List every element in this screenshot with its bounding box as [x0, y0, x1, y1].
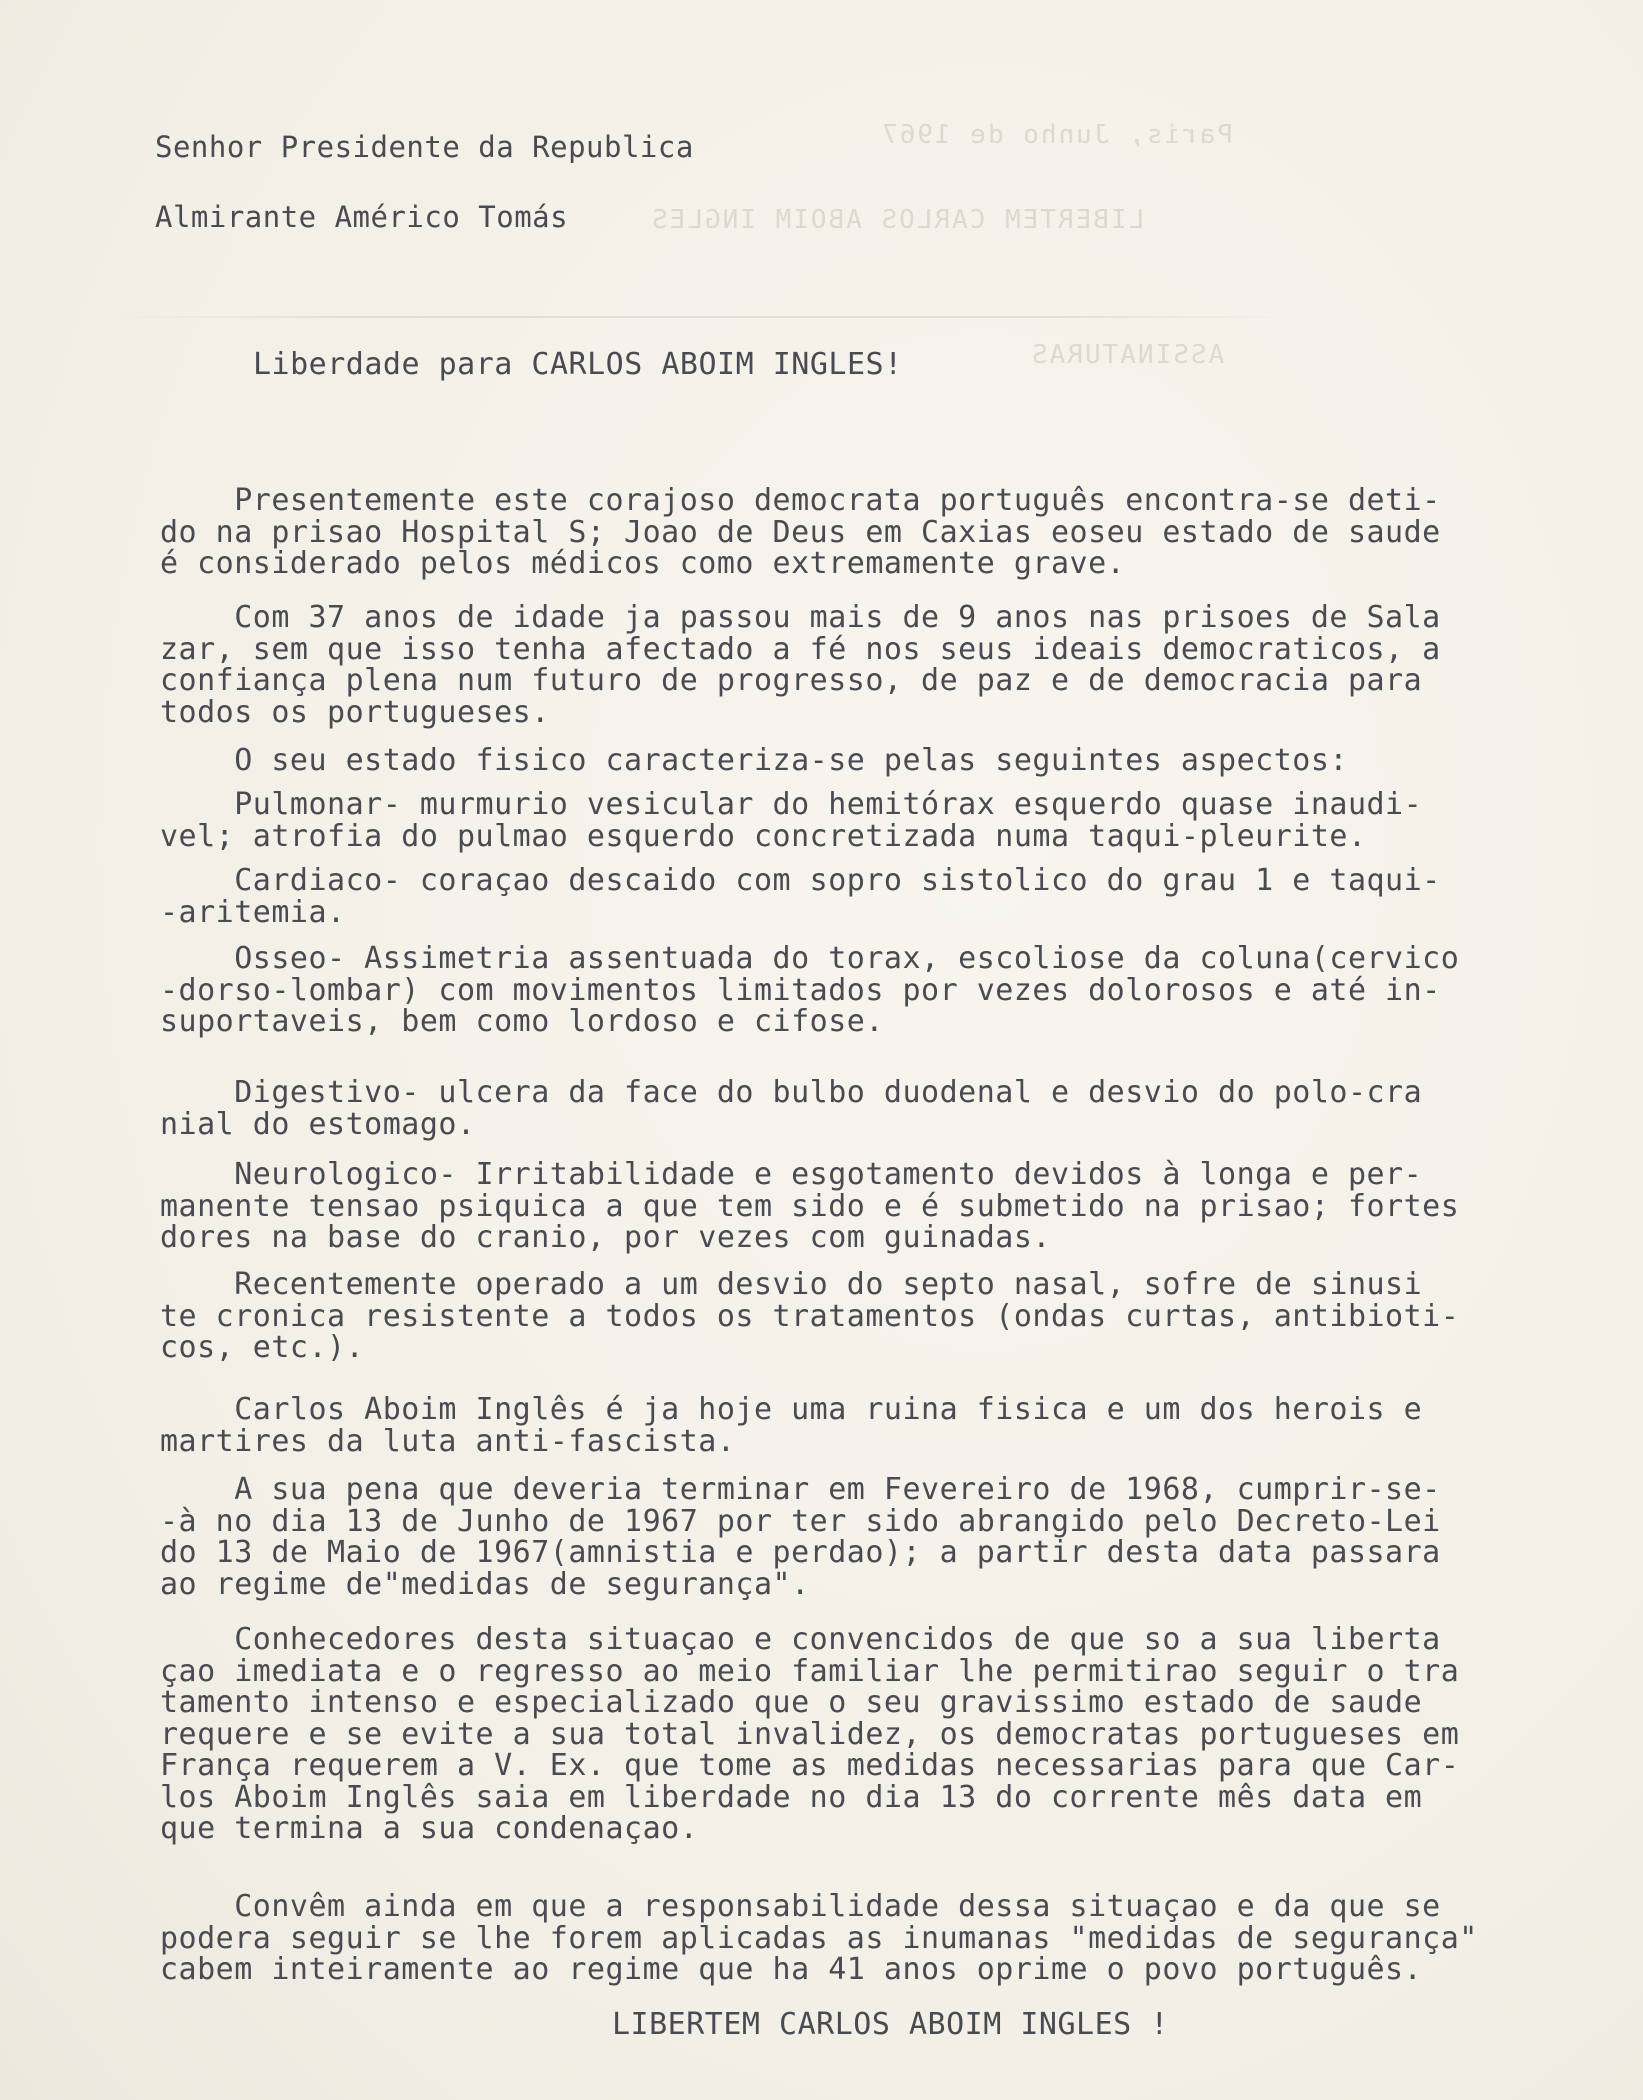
paragraph-11-line: A sua pena que deveria terminar em Fevereiro de 1968, cumprir-se-	[160, 1472, 1441, 1507]
bleed-through-text: LIBERTEM CARLOS ABOIM INGLES	[650, 205, 1145, 235]
letter-heading: Liberdade para CARLOS ABOIM INGLES!	[253, 347, 903, 382]
paragraph-6-line: Osseo- Assimetria assentuada do torax, escoliose da coluna(cervico	[160, 941, 1460, 976]
paragraph-7-line: nial do estomago.	[160, 1106, 476, 1142]
paragraph-12-line: Conhecedores desta situaçao e convencidos de que so a sua liberta	[160, 1622, 1441, 1657]
paragraph-8-line: manente tensao psiquica a que tem sido e é submetido na prisao; fortes	[160, 1188, 1460, 1224]
paragraph-12-line: que termina a sua condenaçao.	[160, 1811, 699, 1846]
paragraph-12-line: tamento intenso e especializado que o seu gravissimo estado de saude	[160, 1685, 1423, 1720]
paragraph-13-line: cabem inteiramente ao regime que ha 41 anos oprime o povo português.	[160, 1952, 1423, 1987]
paragraph-3-line: O seu estado fisico caracteriza-se pelas seguintes aspectos:	[160, 743, 1348, 778]
paragraph-6-line: suportaveis, bem como lordoso e cifose.	[160, 1004, 884, 1039]
paragraph-11-line: do 13 de Maio de 1967(amnistia e perdao); a partir desta data passara	[160, 1535, 1441, 1570]
addressee-line-2: Almirante Américo Tomás	[155, 200, 569, 234]
paragraph-9-line: cos, etc.).	[160, 1330, 365, 1365]
paragraph-13-line: podera seguir se lhe forem aplicadas as inumanas "medidas de segurança"	[160, 1920, 1478, 1956]
paragraph-5-line: -aritemia.	[160, 894, 346, 930]
paragraph-2-line: todos os portugueses.	[160, 694, 550, 730]
paragraph-12-line: requere e se evite a sua total invalidez, os democratas portugueses em	[160, 1716, 1460, 1752]
paragraph-8-line: Neurologico- Irritabilidade e esgotamento devidos à longa e per-	[160, 1157, 1423, 1192]
bleed-through-text: Paris, Junho de 1967	[880, 120, 1234, 150]
paragraph-9-line: Recentemente operado a um desvio do septo nasal, sofre de sinusi	[160, 1267, 1423, 1302]
paragraph-8-line: dores na base do cranio, por vezes com guinadas.	[160, 1220, 1051, 1255]
closing-line: LIBERTEM CARLOS ABOIM INGLES !	[612, 2007, 1169, 2042]
paragraph-9-line: te cronica resistente a todos os tratamentos (ondas curtas, antibioti-	[160, 1298, 1460, 1334]
paragraph-4-line: vel; atrofia do pulmao esquerdo concretizada numa taqui-pleurite.	[160, 818, 1367, 854]
paragraph-5-line: Cardiaco- coraçao descaido com sopro sistolico do grau 1 e taqui-	[160, 863, 1441, 898]
paragraph-12-line: França requerem a V. Ex. que tome as medidas necessarias para que Car-	[160, 1748, 1460, 1783]
paragraph-7-line: Digestivo- ulcera da face do bulbo duodenal e desvio do polo-cra	[160, 1075, 1423, 1110]
paragraph-12-line: çao imediata e o regresso ao meio familiar lhe permitirao seguir o tra	[160, 1653, 1460, 1689]
paragraph-13-line: Convêm ainda em que a responsabilidade dessa situaçao e da que se	[160, 1889, 1441, 1924]
paragraph-10-line: Carlos Aboim Inglês é ja hoje uma ruina fisica e um dos herois e	[160, 1392, 1423, 1427]
paragraph-2-line: zar, sem que isso tenha afectado a fé nos seus ideais democraticos, a	[160, 631, 1441, 667]
paragraph-1-line: é considerado pelos médicos como extremamente grave.	[160, 546, 1126, 581]
paragraph-10-line: martires da luta anti-fascista.	[160, 1423, 736, 1459]
paragraph-12-line: los Aboim Inglês saia em liberdade no dia 13 do corrente mês data em	[160, 1779, 1423, 1815]
paragraph-1-line: do na prisao Hospital S; Joao de Deus em Caxias eoseu estado de saude	[160, 514, 1441, 550]
paragraph-4-line: Pulmonar- murmurio vesicular do hemitórax esquerdo quase inaudi-	[160, 787, 1423, 822]
addressee-line-1: Senhor Presidente da Republica	[155, 130, 694, 164]
paragraph-6-line: -dorso-lombar) com movimentos limitados por vezes dolorosos e até in-	[160, 972, 1441, 1008]
bleed-through-rule	[110, 316, 1290, 318]
paragraph-11-line: ao regime de"medidas de segurança".	[160, 1566, 810, 1602]
paragraph-2-line: confiança plena num futuro de progresso, de paz e de democracia para	[160, 663, 1423, 698]
paragraph-2-line: Com 37 anos de idade ja passou mais de 9 anos nas prisoes de Sala	[160, 600, 1441, 635]
bleed-through-text: ASSINATURAS	[1030, 340, 1225, 370]
paragraph-1-line: Presentemente este corajoso democrata português encontra-se deti-	[160, 483, 1441, 518]
paragraph-11-line: -à no dia 13 de Junho de 1967 por ter sido abrangido pelo Decreto-Lei	[160, 1503, 1441, 1539]
